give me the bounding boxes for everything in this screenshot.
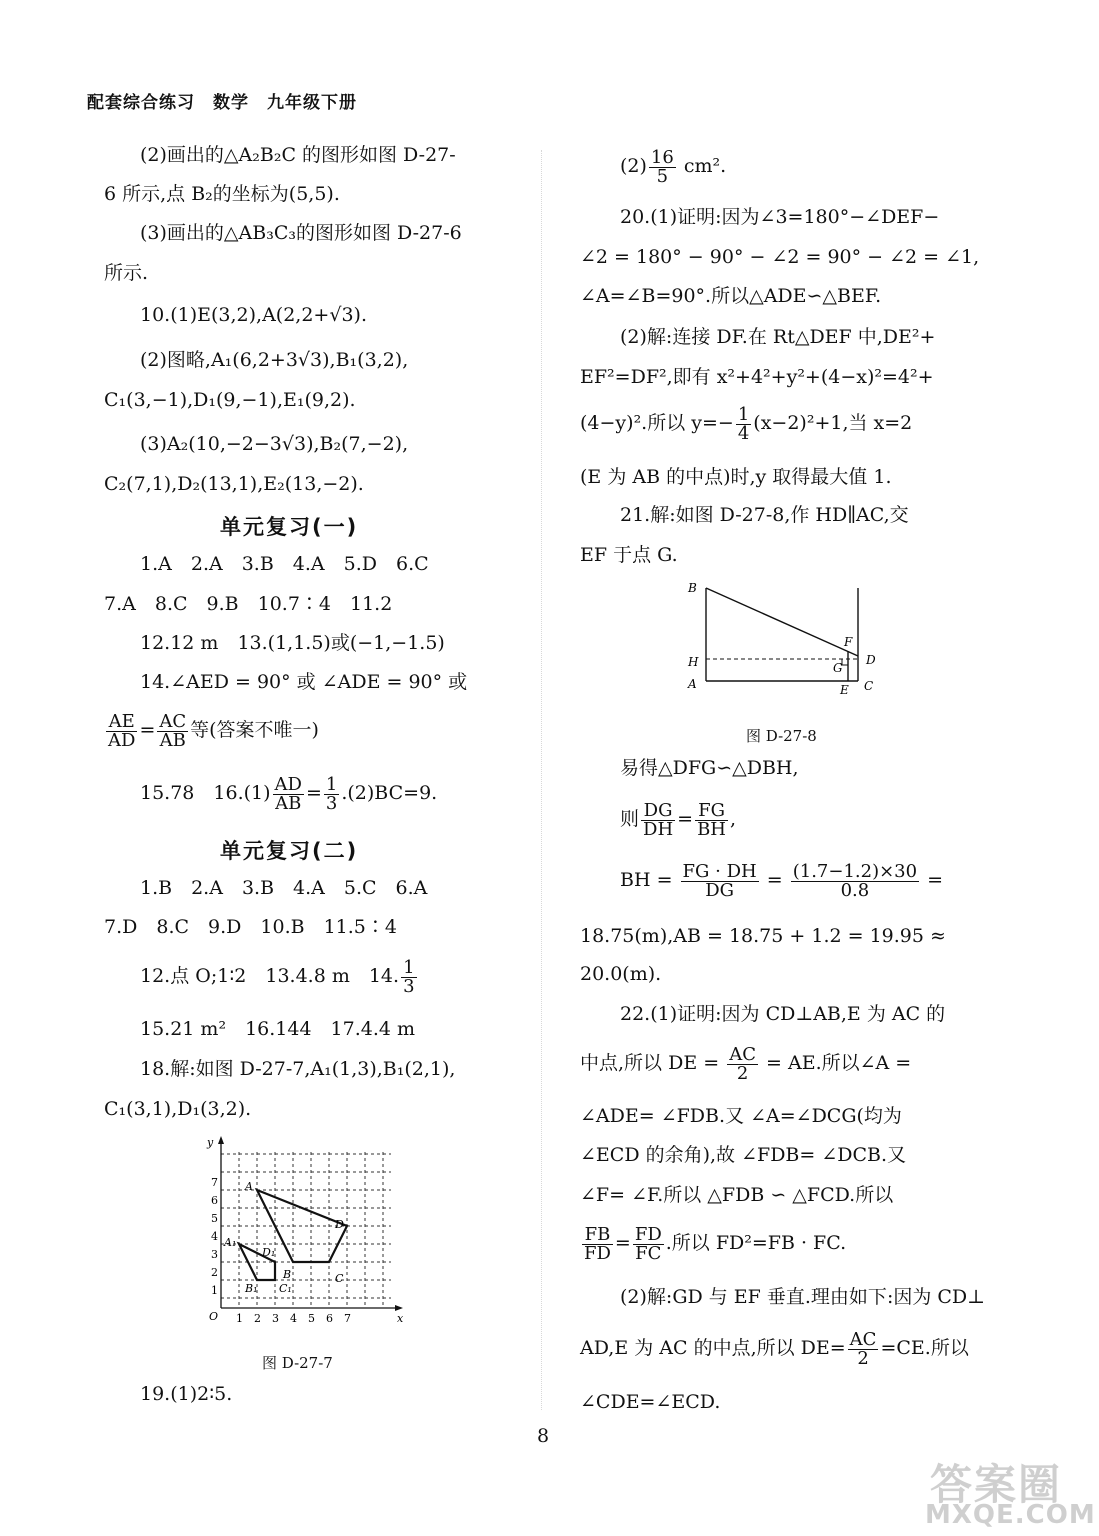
- point-label: B: [688, 581, 697, 595]
- fraction-numerator: 1: [737, 403, 750, 425]
- q19-2-line: [620, 143, 726, 189]
- q21-bh-label: BH =: [620, 869, 673, 891]
- point-label: H: [688, 655, 699, 669]
- fraction-numerator: (1.7−1.2)×30: [792, 860, 918, 882]
- right-line: ∠F= ∠F.所以 △FDB ∽ △FCD.所以: [580, 1184, 894, 1206]
- figure-caption: 图 D-27-7: [262, 1354, 333, 1372]
- fraction: [641, 799, 675, 840]
- x-tick: 2: [254, 1312, 261, 1325]
- fraction-denominator: BH: [697, 818, 727, 840]
- y-tick: 1: [211, 1284, 218, 1297]
- q20-line6-prefix: (4−y)².所以 y=−: [580, 412, 734, 434]
- right-line: ∠CDE=∠ECD.: [580, 1391, 721, 1413]
- q14-suffix: 等(答案不唯一): [190, 719, 319, 741]
- point-label: C: [335, 1272, 344, 1285]
- left-line: (2)图略,A₁(6,2+3√3),B₁(3,2),: [140, 349, 409, 371]
- right-line: (2)解:GD 与 EF 垂直.理由如下:因为 CD⊥: [620, 1286, 986, 1308]
- fraction: [273, 773, 304, 814]
- fraction: [681, 860, 759, 901]
- point-label: D₁: [262, 1246, 276, 1259]
- right-line: 易得△DFG∽△DBH,: [620, 757, 799, 779]
- figure-d-27-8: [680, 576, 890, 698]
- q15-16-line: 15.78 16.(1) $\frac{AD}{AB}$ = $\frac{1}{3}$ .(2)BC=9.: [140, 773, 438, 814]
- fraction: [157, 710, 188, 751]
- answer-line: 14.∠AED = 90° 或 ∠ADE = 90° 或: [140, 671, 468, 693]
- point-label: F: [844, 635, 853, 649]
- fraction-numerator: 1: [403, 956, 415, 978]
- fraction-denominator: 3: [403, 975, 415, 997]
- fraction-numerator: AC: [159, 710, 187, 732]
- right-line: ∠A=∠B=90°.所以△ADE∽△BEF.: [580, 285, 882, 307]
- left-line: C₂(7,1),D₂(13,1),E₂(13,−2).: [104, 473, 364, 495]
- section-title-review-1: 单元复习(一): [220, 515, 359, 539]
- right-line: 21.解:如图 D-27-8,作 HD∥AC,交: [620, 504, 909, 526]
- fraction-denominator: 3: [325, 792, 338, 814]
- x-tick: 4: [290, 1312, 297, 1325]
- fraction-denominator: 5: [656, 165, 669, 187]
- fraction-denominator: 4: [737, 422, 750, 444]
- q22-2-line2-suffix: =CE.所以: [880, 1337, 969, 1359]
- fraction-numerator: FG: [695, 802, 728, 821]
- y-tick: 6: [211, 1194, 218, 1207]
- q22-line2-prefix: 中点,所以 DE =: [580, 1052, 720, 1074]
- q16-suffix: .(2)BC=9.: [341, 782, 438, 804]
- section-title-review-2: 单元复习(二): [220, 839, 359, 863]
- point-label: D: [866, 653, 876, 667]
- q12-14-line: [140, 953, 419, 999]
- q20-line6-suffix: (x−2)²+1,当 x=2: [753, 412, 913, 434]
- point-label: B: [283, 1268, 292, 1281]
- x-axis-label: x: [397, 1312, 404, 1325]
- right-line: 22.(1)证明:因为 CD⊥AB,E 为 AC 的: [620, 1003, 946, 1025]
- fraction: [582, 1223, 613, 1264]
- fraction-numerator: 16: [650, 146, 674, 168]
- q22-fraction-line: $\frac{FB}{FD}$ = $\frac{FD}{FC}$ .所以 FD²=FB · FC.: [584, 1223, 847, 1264]
- y-tick: 7: [211, 1176, 218, 1189]
- right-line: 20.(1)证明:因为∠3=180°−∠DEF−: [620, 206, 940, 228]
- point-label: E: [840, 683, 849, 697]
- fraction: [848, 1328, 879, 1369]
- q21-ratio-line: 则 $\frac{DG}{DH}$ = $\frac{FG}{BH}$ ,: [620, 799, 737, 840]
- q20-line6: [580, 400, 912, 446]
- right-line: EF 于点 G.: [580, 544, 678, 566]
- answer-line: 18.解:如图 D-27-7,A₁(1,3),B₁(2,1),: [140, 1058, 456, 1080]
- fraction-denominator: AB: [275, 792, 302, 814]
- fraction-numerator: AC: [849, 1328, 877, 1350]
- fraction-numerator: AD: [274, 773, 302, 795]
- point-label: A: [245, 1180, 253, 1193]
- point-label: D: [335, 1218, 344, 1231]
- fraction-denominator: FD: [584, 1242, 611, 1264]
- page-header: 配套综合练习 数学 九年级下册: [87, 93, 357, 113]
- right-line: ∠ADE= ∠FDB.又 ∠A=∠DCG(均为: [580, 1105, 902, 1127]
- right-line: EF²=DF²,即有 x²+4²+y²+(4−x)²=4²+: [580, 366, 934, 388]
- left-line: 6 所示,点 B₂的坐标为(5,5).: [104, 183, 340, 205]
- point-label: C₁: [279, 1282, 292, 1295]
- q14-fraction-line: $\frac{AE}{AD}$ = $\frac{AC}{AB}$ 等(答案不唯一): [108, 710, 319, 751]
- fraction-numerator: FB: [582, 1226, 613, 1245]
- q21-then: 则: [620, 808, 640, 830]
- fraction-denominator: 2: [736, 1062, 749, 1084]
- q15-16-prefix: 15.78 16.(1): [140, 782, 271, 804]
- right-line: ∠ECD 的余角),故 ∠FDB= ∠DCB.又: [580, 1144, 907, 1166]
- right-line: 18.75(m),AB = 18.75 + 1.2 = 19.95 ≈: [580, 925, 946, 947]
- fraction-denominator: DG: [705, 879, 735, 901]
- answer-line: C₁(3,1),D₁(3,2).: [104, 1098, 252, 1120]
- right-line: 20.0(m).: [580, 963, 662, 985]
- answer-line: 12.12 m 13.(1,1.5)或(−1,−1.5): [140, 632, 445, 654]
- answer-line: 7.D 8.C 9.D 10.B 11.5∶4: [104, 916, 397, 938]
- fraction-numerator: 1: [325, 773, 338, 795]
- y-tick: 5: [211, 1212, 218, 1225]
- fraction: [106, 710, 137, 751]
- fraction: [727, 1043, 758, 1084]
- point-label: A: [688, 677, 697, 691]
- q22-line2-suffix: = AE.所以∠A =: [766, 1052, 912, 1074]
- fraction: [791, 860, 919, 901]
- y-tick: 2: [211, 1266, 218, 1279]
- q22-line2: [580, 1040, 911, 1086]
- fraction-numerator: FD: [634, 1223, 662, 1245]
- left-line: 10.(1)E(3,2),A(2,2+√3).: [140, 304, 367, 326]
- left-line: (2)画出的△A₂B₂C 的图形如图 D-27-: [140, 144, 456, 166]
- fraction-numerator: FG · DH: [682, 860, 757, 882]
- answer-line: 19.(1)2∶5.: [140, 1383, 233, 1405]
- answer-line: 1.A 2.A 3.B 4.A 5.D 6.C: [140, 553, 429, 575]
- fraction-denominator: DH: [643, 818, 674, 840]
- watermark-url: MXQE.COM: [925, 1500, 1096, 1530]
- fraction-denominator: FC: [635, 1242, 662, 1264]
- figure-caption: 图 D-27-8: [746, 727, 817, 745]
- fraction: [633, 1223, 664, 1264]
- origin-label: O: [209, 1310, 219, 1323]
- page-number: 8: [537, 1425, 550, 1447]
- right-line: (E 为 AB 的中点)时,y 取得最大值 1.: [580, 466, 892, 488]
- fraction: [401, 956, 416, 997]
- q12-14-prefix: 12.点 O;1∶2 13.4.8 m 14.: [140, 965, 400, 987]
- fraction-numerator: AE: [106, 713, 137, 732]
- x-tick: 7: [344, 1312, 351, 1325]
- left-line: (3)A₂(10,−2−3√3),B₂(7,−2),: [140, 433, 409, 455]
- q21-bh-line: BH = $\frac{FG \cdot DH}{DG}$ = $\frac{(1.7-1.2)\times 30}{0.8}$ =: [620, 860, 944, 901]
- fraction: [736, 403, 751, 444]
- right-line: ∠2 = 180° − 90° − ∠2 = 90° − ∠2 = ∠1,: [580, 246, 980, 268]
- point-label: B₁: [245, 1282, 258, 1295]
- answer-line: 15.21 m² 16.144 17.4.4 m: [140, 1018, 416, 1040]
- y-tick: 4: [211, 1230, 218, 1243]
- figure-d-27-7: [195, 1132, 415, 1327]
- y-axis-label: y: [207, 1136, 214, 1149]
- column-divider: [541, 150, 542, 1410]
- q22-2-line2-prefix: AD,E 为 AC 的中点,所以 DE=: [580, 1337, 846, 1359]
- x-tick: 3: [272, 1312, 279, 1325]
- fraction-denominator: AB: [159, 729, 186, 751]
- left-line: 所示.: [104, 262, 149, 284]
- fraction-numerator: AC: [729, 1043, 756, 1065]
- y-tick: 3: [211, 1248, 218, 1261]
- q19-2-suffix: cm².: [677, 155, 727, 177]
- answer-line: 7.A 8.C 9.B 10.7∶4 11.2: [104, 593, 393, 615]
- fraction-denominator: 2: [857, 1347, 869, 1369]
- left-line: (3)画出的△AB₃C₃的图形如图 D-27-6: [140, 222, 462, 244]
- q22-fraction-suffix: .所以 FD²=FB · FC.: [665, 1232, 847, 1254]
- x-tick: 1: [236, 1312, 243, 1325]
- fraction-denominator: 0.8: [840, 879, 870, 901]
- x-tick: 5: [308, 1312, 315, 1325]
- fraction: [695, 799, 728, 840]
- fraction: [649, 146, 676, 187]
- point-label: C: [864, 679, 874, 693]
- answer-line: 1.B 2.A 3.B 4.A 5.C 6.A: [140, 877, 428, 899]
- watermark-logo: 答案圈: [930, 1460, 1063, 1509]
- left-line: C₁(3,−1),D₁(9,−1),E₁(9,2).: [104, 389, 356, 411]
- fraction-denominator: AD: [108, 729, 136, 751]
- fraction: [324, 773, 339, 814]
- q19-2-prefix: (2): [620, 155, 647, 177]
- x-tick: 6: [326, 1312, 333, 1325]
- fraction-numerator: DG: [641, 802, 675, 821]
- point-label: G: [833, 661, 843, 675]
- q22-2-line2: [580, 1325, 969, 1371]
- right-line: (2)解:连接 DF.在 Rt△DEF 中,DE²+: [620, 326, 936, 348]
- point-label: A₁: [224, 1236, 237, 1249]
